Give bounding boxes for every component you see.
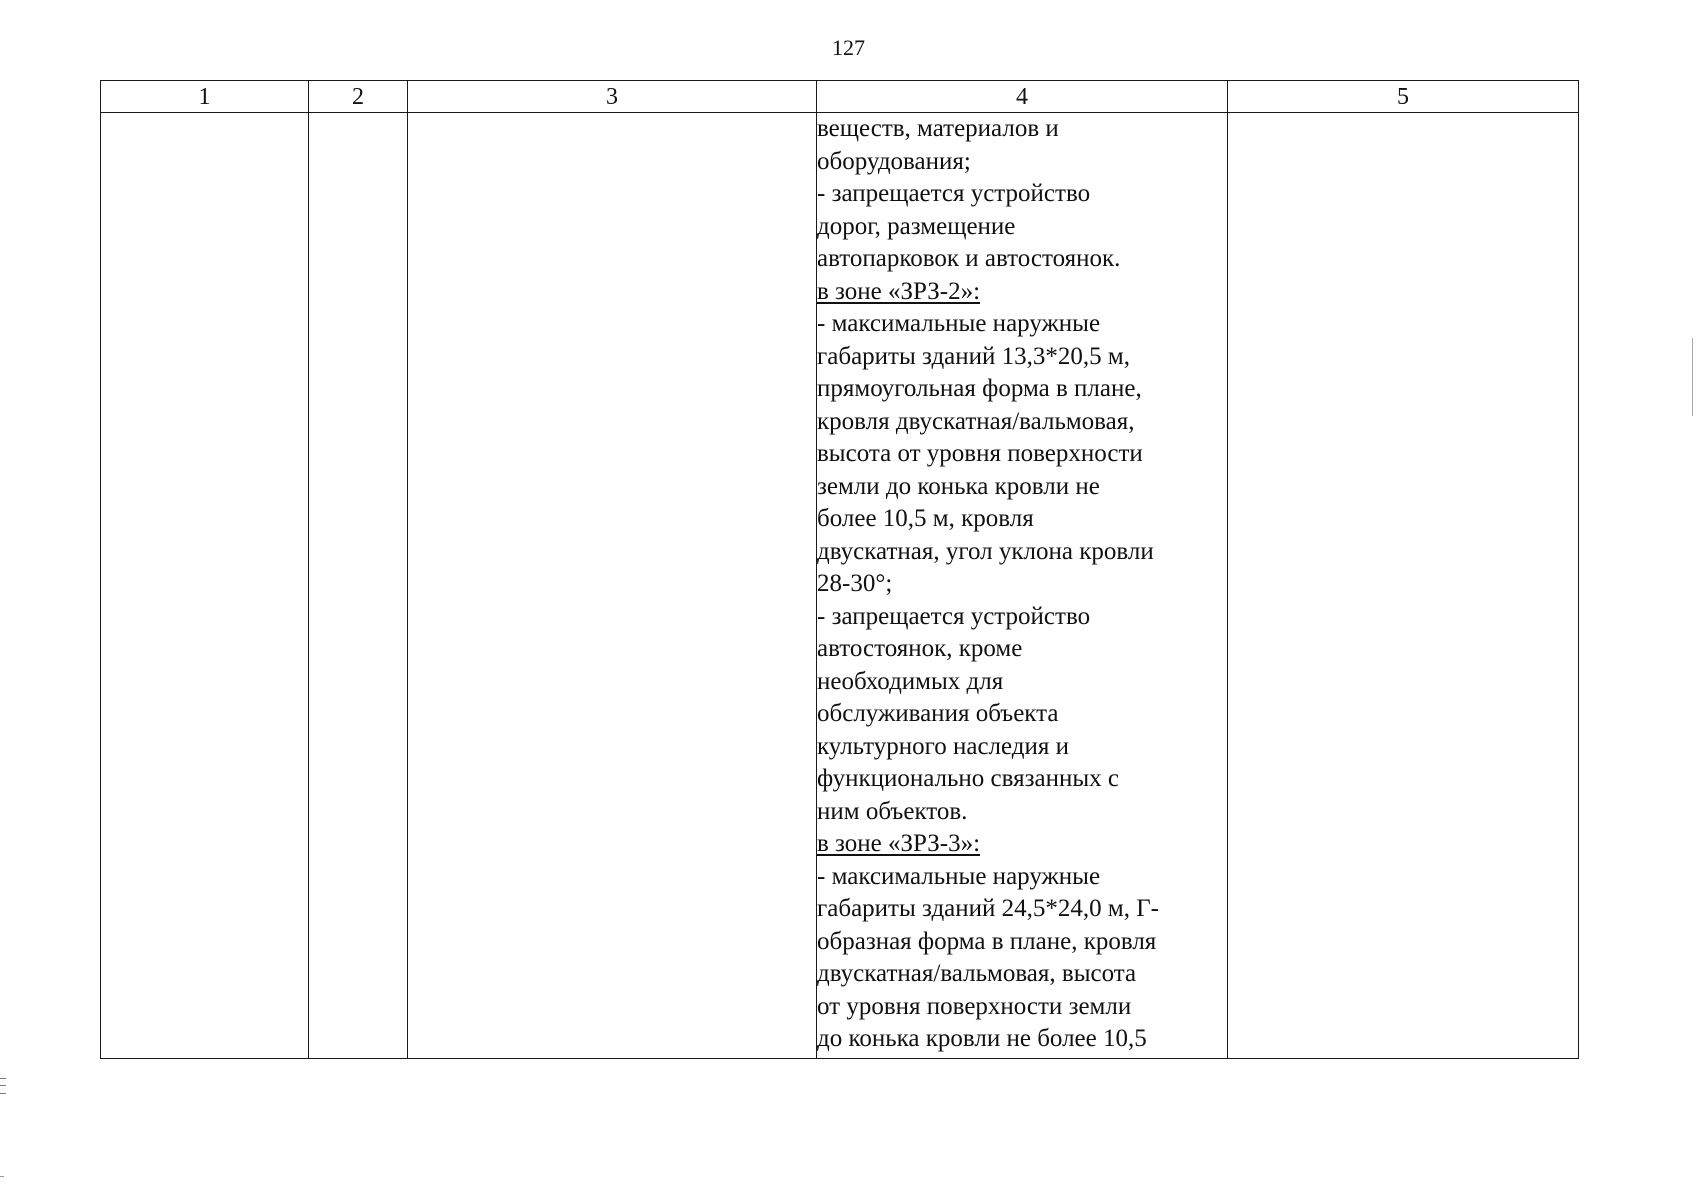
text-line: прямоугольная форма в плане,: [817, 375, 1142, 402]
text-line: - максимальные наружные: [817, 862, 1101, 890]
text-line: автостоянок, кроме: [817, 635, 1023, 662]
text-line: образная форма в плане, кровля: [817, 927, 1157, 955]
cell-column-5: [1228, 113, 1579, 1059]
text-line: двускатная/вальмовая, высота: [817, 960, 1137, 987]
text-line: веществ, материалов и: [817, 115, 1059, 142]
column-header-3: 3: [408, 81, 817, 113]
text-line: дорог, размещение: [817, 212, 1016, 240]
cell-column-1: [101, 113, 309, 1059]
column-header-5: 5: [1228, 81, 1579, 113]
table-header-row: [101, 81, 1579, 113]
scan-margin-dash: [0, 1176, 4, 1177]
scan-margin-mark: [0, 1078, 6, 1094]
text-line: земли до конька кровли не: [817, 472, 1100, 500]
text-line: необходимых для: [817, 667, 1004, 695]
text-line: автопарковок и автостоянок.: [817, 245, 1121, 272]
regulations-table: [100, 80, 1579, 1059]
text-line: оборудования;: [817, 147, 971, 175]
text-line: ним объектов.: [817, 797, 968, 825]
text-line: функционально связанных с: [817, 765, 1120, 792]
zone-heading: в зоне «ЗРЗ-3»:: [817, 830, 981, 857]
table-row: [101, 113, 1579, 1059]
text-line: высота от уровня поверхности: [817, 440, 1143, 467]
text-line: двускатная, угол уклона кровли: [817, 537, 1154, 565]
text-line: более 10,5 м, кровля: [817, 505, 1034, 532]
text-line: - запрещается устройство: [817, 180, 1091, 207]
column-header-2: 2: [309, 81, 408, 113]
text-line: культурного наследия и: [817, 732, 1070, 760]
cell-column-3: [408, 113, 817, 1059]
text-line: от уровня поверхности земли: [817, 992, 1132, 1020]
text-line: габариты зданий 13,3*20,5 м,: [817, 342, 1130, 370]
text-line: - запрещается устройство: [817, 602, 1091, 630]
text-line: - максимальные наружные: [817, 310, 1101, 337]
text-line: габариты зданий 24,5*24,0 м, Г-: [817, 895, 1159, 922]
text-line: 28-30°;: [817, 570, 893, 597]
text-line: до конька кровли не более 10,5: [817, 1025, 1147, 1052]
page-number: 127: [832, 35, 865, 60]
column-header-1: 1: [101, 81, 309, 113]
column-header-4: 4: [817, 81, 1228, 113]
scan-edge-mark: [1692, 338, 1693, 416]
cell-column-2: [309, 113, 408, 1059]
text-line: обслуживания объекта: [817, 700, 1059, 727]
cell-column-4-regulations-text: [817, 113, 1228, 1059]
zone-heading: в зоне «ЗРЗ-2»:: [817, 277, 981, 305]
text-line: кровля двускатная/вальмовая,: [817, 407, 1135, 435]
